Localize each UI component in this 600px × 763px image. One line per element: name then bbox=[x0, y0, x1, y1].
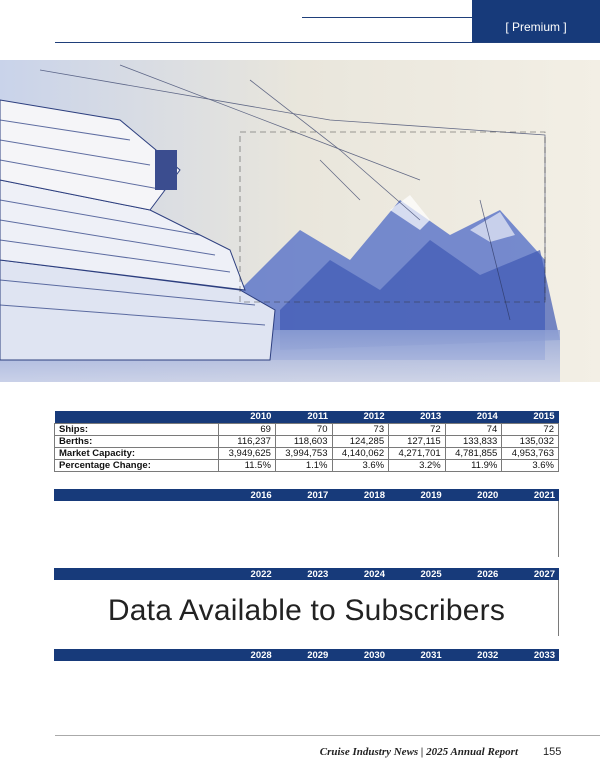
year-header: 2032 bbox=[446, 649, 503, 661]
page-number: 155 bbox=[543, 746, 562, 758]
year-header: 2011 bbox=[275, 411, 332, 423]
data-table-2010-2015 bbox=[54, 411, 559, 472]
year-header: 2026 bbox=[446, 568, 503, 580]
table-header-row bbox=[54, 568, 559, 580]
table-cell: 3,949,625 bbox=[219, 447, 276, 459]
premium-badge-label: [ Premium ] bbox=[505, 20, 567, 34]
year-header: 2019 bbox=[389, 489, 446, 501]
year-header: 2024 bbox=[332, 568, 389, 580]
year-header: 2015 bbox=[502, 411, 559, 423]
table-row bbox=[55, 435, 559, 447]
data-table-2016-2021 bbox=[54, 489, 559, 501]
table-row bbox=[55, 447, 559, 459]
publication-name: Cruise Industry News | 2025 Annual Report bbox=[319, 746, 518, 758]
table-cell: 3.6% bbox=[502, 459, 559, 471]
table-cell: 72 bbox=[502, 423, 559, 435]
table-cell: 11.5% bbox=[219, 459, 276, 471]
year-header: 2018 bbox=[332, 489, 389, 501]
year-header: 2023 bbox=[276, 568, 333, 580]
table-cell: 1.1% bbox=[275, 459, 332, 471]
year-header: 2012 bbox=[332, 411, 389, 423]
table-cell: 116,237 bbox=[219, 435, 276, 447]
table-row bbox=[55, 423, 559, 435]
table-cell: 3,994,753 bbox=[275, 447, 332, 459]
year-header: 2028 bbox=[219, 649, 276, 661]
data-table-2022-2027 bbox=[54, 568, 559, 580]
table-cell: 124,285 bbox=[332, 435, 389, 447]
year-header: 2029 bbox=[276, 649, 333, 661]
table-cell: 3.6% bbox=[332, 459, 389, 471]
row-label: Berths: bbox=[55, 435, 219, 447]
year-header: 2031 bbox=[389, 649, 446, 661]
table-cell: 3.2% bbox=[389, 459, 446, 471]
cruise-ship-illustration bbox=[0, 60, 600, 382]
year-header: 2013 bbox=[389, 411, 446, 423]
year-header: 2025 bbox=[389, 568, 446, 580]
table-cell: 11.9% bbox=[445, 459, 502, 471]
table-cell: 4,271,701 bbox=[389, 447, 446, 459]
year-header: 2021 bbox=[502, 489, 559, 501]
table-cell: 127,115 bbox=[389, 435, 446, 447]
year-header: 2017 bbox=[276, 489, 333, 501]
header-rule-top bbox=[302, 17, 472, 18]
table-header-row bbox=[55, 411, 559, 423]
year-header: 2022 bbox=[219, 568, 276, 580]
header-rule-bottom bbox=[55, 42, 600, 43]
table-cell: 70 bbox=[275, 423, 332, 435]
table-cell: 72 bbox=[389, 423, 446, 435]
footer-rule bbox=[55, 735, 600, 736]
year-header: 2030 bbox=[332, 649, 389, 661]
table-cell: 4,140,062 bbox=[332, 447, 389, 459]
row-label: Ships: bbox=[55, 423, 219, 435]
year-header: 2014 bbox=[445, 411, 502, 423]
table-cell: 118,603 bbox=[275, 435, 332, 447]
subscriber-overlay-text: Data Available to Subscribers bbox=[107, 594, 506, 627]
table-cell: 4,953,763 bbox=[502, 447, 559, 459]
header-blank-cell bbox=[55, 411, 219, 423]
row-label: Market Capacity: bbox=[55, 447, 219, 459]
table-row bbox=[55, 459, 559, 471]
premium-badge bbox=[472, 0, 600, 42]
year-header: 2016 bbox=[219, 489, 276, 501]
header-blank-cell bbox=[54, 649, 219, 661]
table-cell: 135,032 bbox=[502, 435, 559, 447]
table-header-row bbox=[54, 489, 559, 501]
header-blank-cell bbox=[54, 489, 219, 501]
table-cell: 133,833 bbox=[445, 435, 502, 447]
year-header: 2033 bbox=[502, 649, 559, 661]
data-table-2028-2033 bbox=[54, 649, 559, 661]
hidden-data-area bbox=[54, 501, 559, 557]
header-blank-cell bbox=[54, 568, 219, 580]
footer-publication bbox=[320, 746, 530, 758]
year-header: 2027 bbox=[502, 568, 559, 580]
table-header-row bbox=[54, 649, 559, 661]
table-cell: 74 bbox=[445, 423, 502, 435]
row-label: Percentage Change: bbox=[55, 459, 219, 471]
table-cell: 73 bbox=[332, 423, 389, 435]
table-cell: 4,781,855 bbox=[445, 447, 502, 459]
year-header: 2020 bbox=[446, 489, 503, 501]
year-header: 2010 bbox=[219, 411, 276, 423]
table-cell: 69 bbox=[219, 423, 276, 435]
